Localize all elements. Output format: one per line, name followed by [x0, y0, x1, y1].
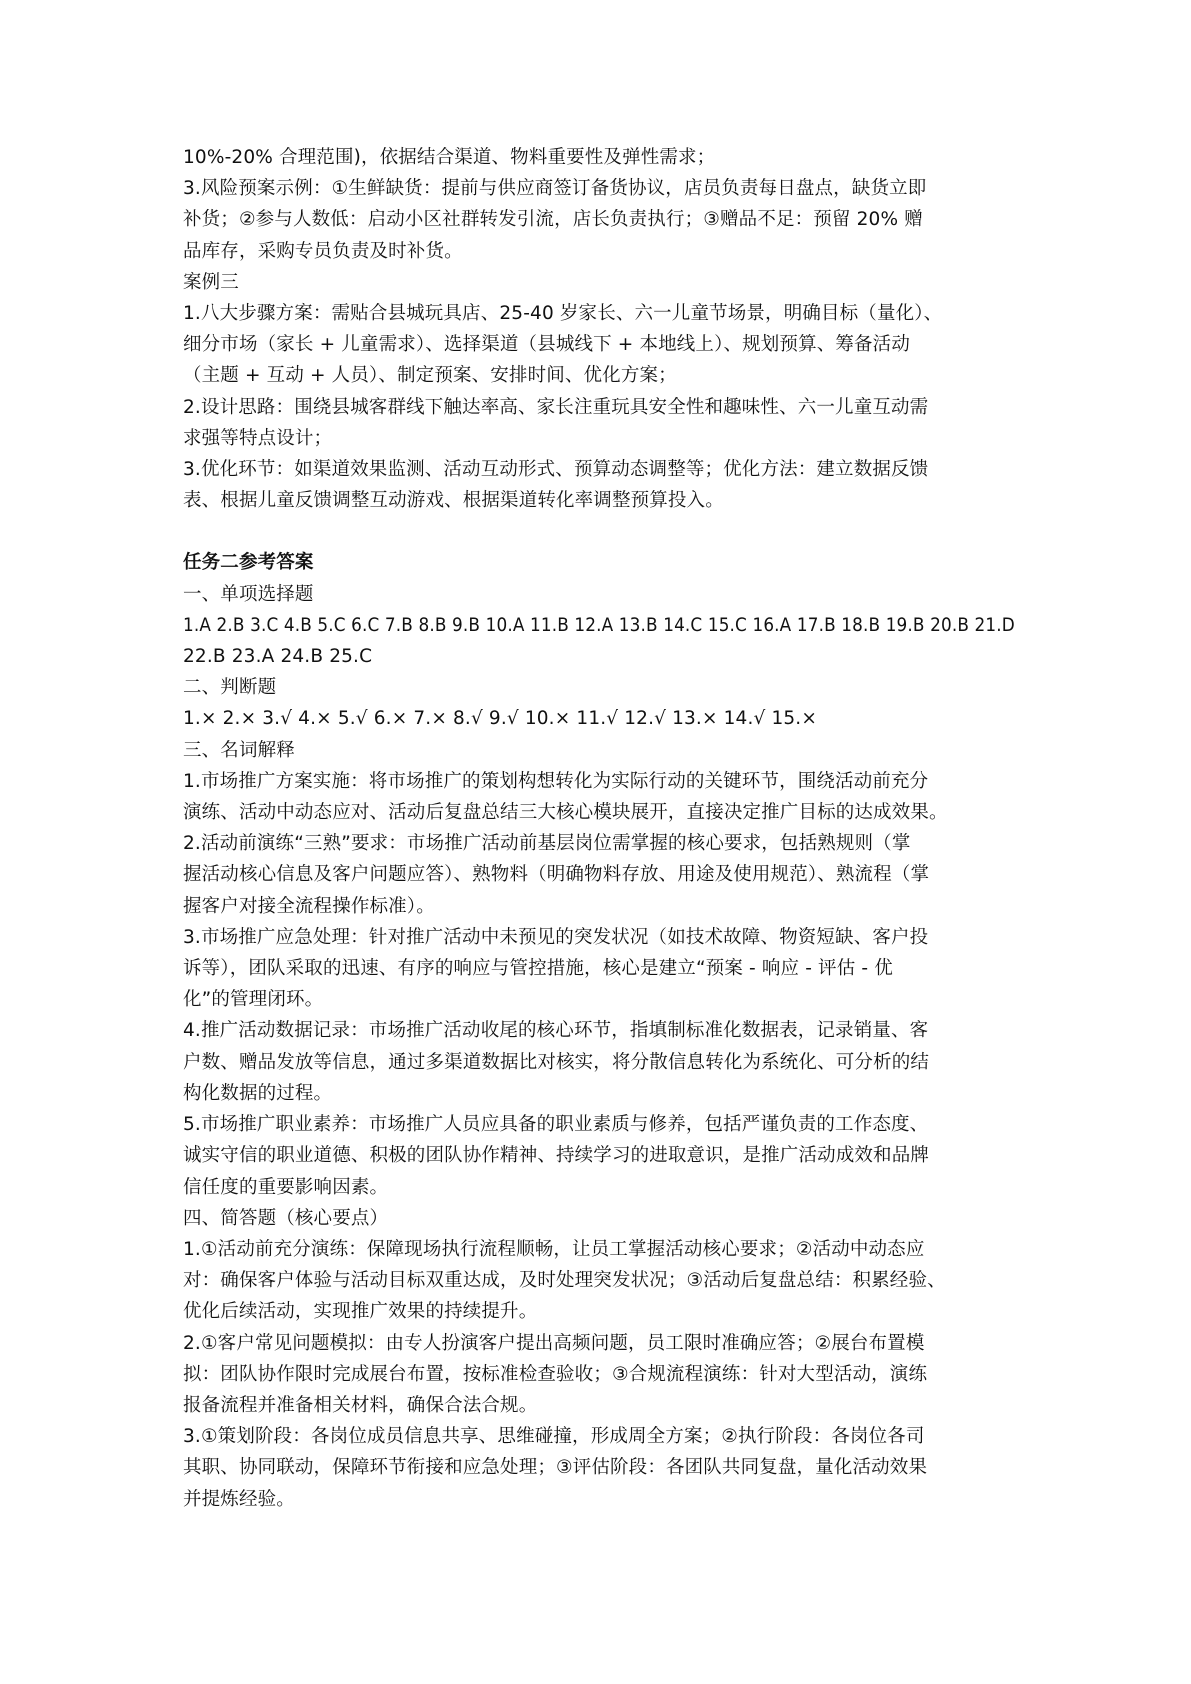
text-line: 1.八大步骤方案：需贴合县城玩具店、25-40 岁家长、六一儿童节场景，明确目标（量化）、 — [183, 303, 943, 325]
text-line: 三、名词解释 — [183, 739, 295, 761]
text-line: 3.优化环节：如渠道效果监测、活动互动形式、预算动态调整等；优化方法：建立数据反馈 — [183, 459, 929, 481]
text-line: 握活动核心信息及客户问题应答）、熟物料（明确物料存放、用途及使用规范）、熟流程（掌 — [183, 864, 930, 886]
text-line: 握客户对接全流程操作标准）。 — [183, 895, 435, 917]
text-line: 1.市场推广方案实施：将市场推广的策划构想转化为实际行动的关键环节，围绕活动前充分 — [183, 770, 929, 792]
section-spacer — [183, 516, 1015, 547]
section-title: 任务二参考答案 — [183, 552, 314, 574]
text-line: 3.风险预案示例：①生鲜缺货：提前与供应商签订备货协议，店员负责每日盘点，缺货立即 — [183, 178, 927, 200]
text-line: 拟：团队协作限时完成展台布置，按标准检查验收；③合规流程演练：针对大型活动，演练 — [183, 1363, 928, 1385]
text-line: 2.①客户常见问题模拟：由专人扮演客户提出高频问题，员工限时准确应答；②展台布置模 — [183, 1332, 925, 1354]
case-answers-continued — [183, 142, 1015, 516]
text-line: 3.①策划阶段：各岗位成员信息共享、思维碰撞，形成周全方案；②执行阶段：各岗位各司 — [183, 1426, 925, 1448]
document-page — [183, 142, 1015, 1515]
text-line: 二、判断题 — [183, 677, 277, 699]
text-line: 演练、活动中动态应对、活动后复盘总结三大核心模块展开，直接决定推广目标的达成效果。 — [183, 802, 948, 824]
text-line: 22.B 23.A 24.B 25.C — [183, 646, 373, 668]
text-line: 求强等特点设计； — [183, 427, 333, 449]
text-line: 1.× 2.× 3.√ 4.× 5.√ 6.× 7.× 8.√ 9.√ 10.× 11.√ 12.√ 13.× 14.√ 15.× — [183, 708, 817, 730]
text-line: 5.市场推广职业素养：市场推广人员应具备的职业素质与修养，包括严谨负责的工作态度、 — [183, 1114, 929, 1136]
text-line: 品库存，采购专员负责及时补货。 — [183, 240, 463, 262]
text-line: （主题 + 互动 + 人员）、制定预案、安排时间、优化方案； — [183, 365, 677, 387]
text-line: 1.①活动前充分演练：保障现场执行流程顺畅，让员工掌握活动核心要求；②活动中动态应 — [183, 1238, 925, 1260]
text-line: 化”的管理闭环。 — [183, 989, 324, 1011]
text-line: 细分市场（家长 + 儿童需求）、选择渠道（县城线下 + 本地线上）、规划预算、筹备活动 — [183, 334, 910, 356]
text-line: 其职、协同联动，保障环节衔接和应急处理；③评估阶段：各团队共同复盘，量化活动效果 — [183, 1457, 928, 1479]
text-line: 一、单项选择题 — [183, 583, 314, 605]
text-line: 诉等），团队采取的迅速、有序的响应与管控措施，核心是建立“预案 - 响应 - 评估 - 优 — [183, 958, 893, 980]
text-line: 诚实守信的职业道德、积极的团队协作精神、持续学习的进取意识，是推广活动成效和品牌 — [183, 1145, 930, 1167]
text-line: 2.活动前演练“三熟”要求：市场推广活动前基层岗位需掌握的核心要求，包括熟规则（掌 — [183, 833, 911, 855]
task-two-answers — [183, 579, 1015, 1515]
text-line: 4.推广活动数据记录：市场推广活动收尾的核心环节，指填制标准化数据表，记录销量、客 — [183, 1020, 929, 1042]
text-line: 10%-20% 合理范围)，依据结合渠道、物料重要性及弹性需求； — [183, 147, 716, 168]
text-line: 2.设计思路：围绕县城客群线下触达率高、家长注重玩具安全性和趣味性、六一儿童互动需 — [183, 396, 929, 418]
text-line: 并提炼经验。 — [183, 1488, 295, 1510]
text-line: 对：确保客户体验与活动目标双重达成，及时处理突发状况；③活动后复盘总结：积累经验、 — [183, 1270, 946, 1292]
text-line: 3.市场推广应急处理：针对推广活动中未预见的突发状况（如技术故障、物资短缺、客户投 — [183, 926, 929, 948]
text-line: 户数、赠品发放等信息，通过多渠道数据比对核实，将分散信息转化为系统化、可分析的结 — [183, 1051, 930, 1073]
text-line: 构化数据的过程。 — [183, 1082, 333, 1104]
text-line: 案例三 — [183, 271, 239, 293]
text-line: 表、根据儿童反馈调整互动游戏、根据渠道转化率调整预算投入。 — [183, 490, 724, 512]
text-line: 四、简答题（核心要点） — [183, 1207, 389, 1229]
text-line: 报备流程并准备相关材料，确保合法合规。 — [183, 1394, 538, 1416]
text-line: 1.A 2.B 3.C 4.B 5.C 6.C 7.B 8.B 9.B 10.A 11.B 12.A 13.B 14.C 15.C 16.A 17.B 18.B 19.B 20.B 21.D — [183, 614, 1015, 636]
text-line: 补货；②参与人数低：启动小区社群转发引流，店长负责执行；③赠品不足：预留 20% 赠 — [183, 209, 923, 231]
text-line: 信任度的重要影响因素。 — [183, 1176, 389, 1198]
text-line: 优化后续活动，实现推广效果的持续提升。 — [183, 1301, 538, 1323]
